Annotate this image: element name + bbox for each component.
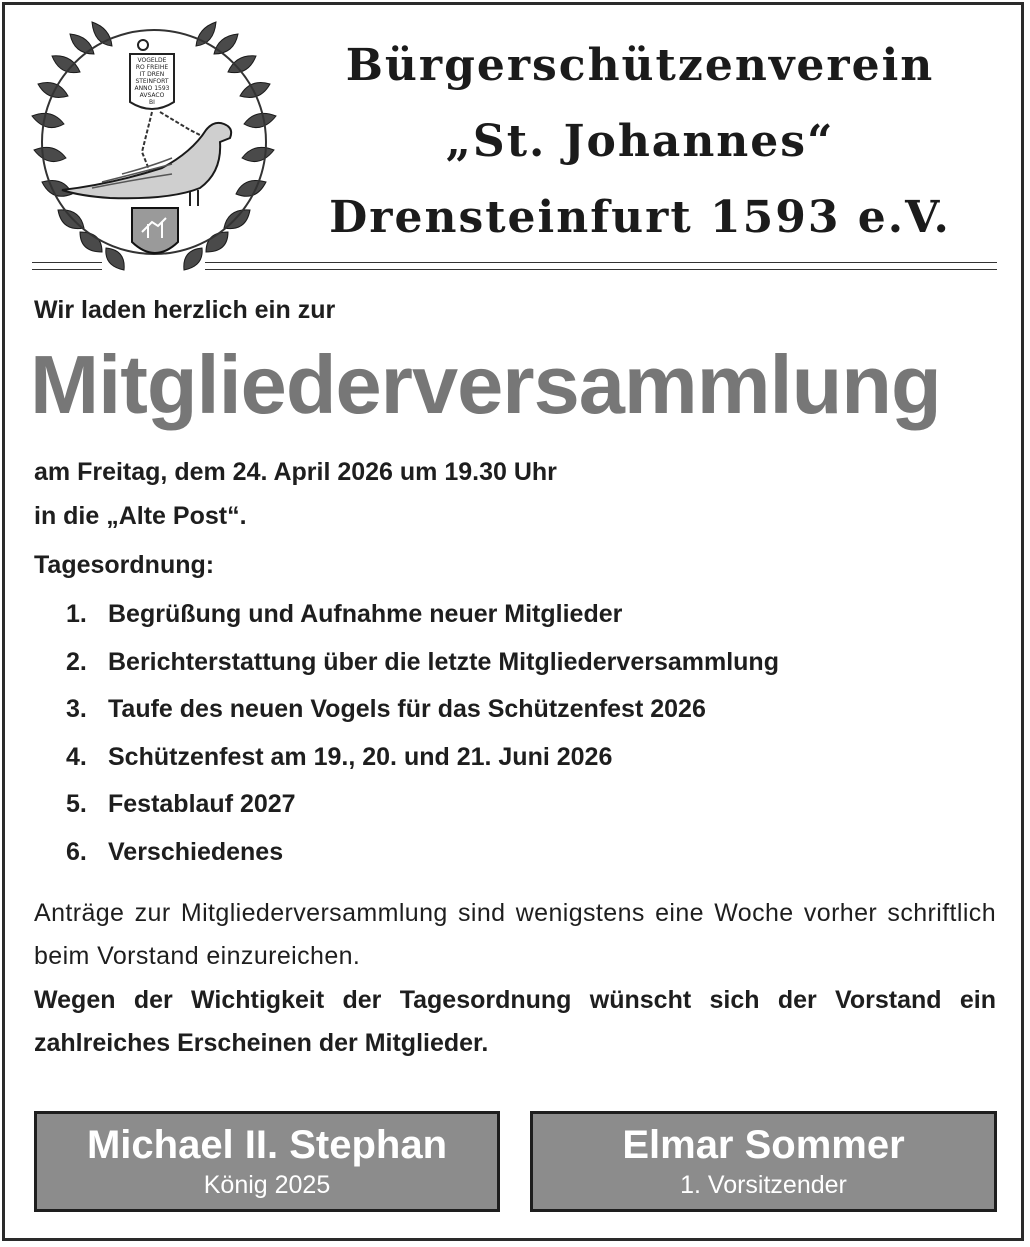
agenda-item-number: 3. <box>66 695 87 723</box>
signature-role: 1. Vorsitzender <box>680 1171 847 1199</box>
agenda-item-text: Berichterstattung über die letzte Mitgliederversammlung <box>108 647 779 676</box>
agenda-item-number: 6. <box>66 837 87 866</box>
signature-box-chair <box>530 1111 997 1212</box>
header-rule-left <box>32 262 102 270</box>
agenda-item-number: 2. <box>66 647 87 676</box>
club-name-line: Bürgerschützenverein <box>345 40 935 91</box>
proposals-note: Anträge zur Mitgliederversammlung sind wenigstens eine Woche vorher schriftlich beim Vorstand einzureichen. <box>34 899 996 970</box>
plate-line-7: BI <box>149 99 155 106</box>
agenda-item <box>66 787 779 835</box>
club-location-line: Drensteinfurt 1593 e.V. <box>329 192 951 243</box>
agenda-list <box>66 597 779 882</box>
plate-line-2: RO FREIHE <box>135 64 169 71</box>
header-rule-right <box>205 262 997 270</box>
agenda-item <box>66 692 779 740</box>
club-title <box>300 28 980 256</box>
shooting-club-emblem-icon <box>22 12 286 278</box>
agenda-item-number: 5. <box>66 790 87 818</box>
signature-name: Elmar Sommer <box>622 1123 905 1167</box>
plate-line-5: ANNO 1593 <box>134 85 170 92</box>
signature-name: Michael II. Stephan <box>86 1123 448 1167</box>
agenda-item-text: Schützenfest am 19., 20. und 21. Juni 2026 <box>108 742 613 771</box>
agenda-item <box>66 597 779 645</box>
signature-box-king <box>34 1111 500 1212</box>
date-line: am Freitag, dem 24. April 2026 um 19.30 Uhr <box>34 458 557 486</box>
agenda-item-text: Verschiedenes <box>108 837 284 866</box>
agenda-title: Tagesordnung: <box>34 551 215 579</box>
agenda-item-text: Festablauf 2027 <box>108 790 296 818</box>
headline: Mitgliederversammlung <box>30 338 941 431</box>
agenda-item-text: Taufe des neuen Vogels für das Schützenfest 2026 <box>108 695 706 723</box>
plate-line-6: AVSACO <box>139 92 165 99</box>
plate-line-4: STEINFORT <box>135 78 169 85</box>
date-venue <box>34 450 557 538</box>
agenda-item-number: 4. <box>66 742 87 771</box>
signature-role: König 2025 <box>203 1171 331 1199</box>
plate-line-3: IT DREN <box>139 71 165 78</box>
attendance-appeal: Wegen der Wichtigkeit der Tagesordnung wünscht sich der Vorstand ein zahlreiches Erscheinen der Mitglieder. <box>34 986 996 1057</box>
club-patron-line: „St. Johannes“ <box>445 116 835 167</box>
agenda-item <box>66 645 779 693</box>
plate-line-1: VOGELDE <box>137 57 167 64</box>
agenda-item <box>66 740 779 788</box>
agenda-item-number: 1. <box>66 600 87 628</box>
venue-line: in die „Alte Post“. <box>34 502 247 530</box>
agenda-item <box>66 835 779 883</box>
invitation-intro: Wir laden herzlich ein zur <box>34 296 336 324</box>
agenda-item-text: Begrüßung und Aufnahme neuer Mitglieder <box>108 600 623 628</box>
